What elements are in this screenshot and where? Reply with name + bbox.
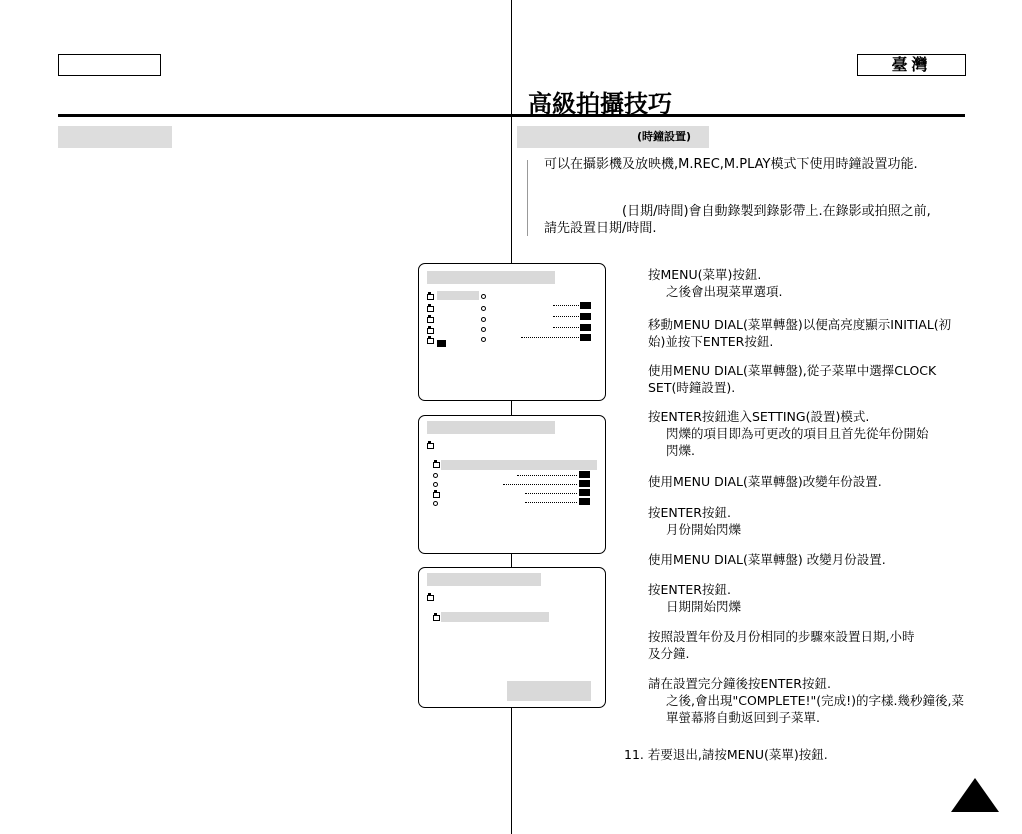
folder-icon bbox=[427, 306, 434, 312]
page-title: 高級拍攝技巧 bbox=[528, 90, 672, 118]
folder-icon bbox=[427, 317, 434, 323]
menu-value-box bbox=[579, 480, 590, 487]
menu-title-bar bbox=[427, 421, 555, 434]
folder-icon bbox=[433, 492, 440, 498]
menu-dotted-leader bbox=[517, 475, 577, 476]
menu-value-box bbox=[579, 471, 590, 478]
step-10: 請在設置完分鐘後按ENTER按鈕. 之後,會出現"COMPLETE!"(完成!)的字樣.幾秒鐘後,菜 單螢幕將自動返回到子菜單. bbox=[648, 676, 964, 725]
intro-line-2: (日期/時間)會自動錄製到錄影帶上.在錄影或拍照之前, bbox=[622, 204, 931, 219]
menu-dot bbox=[481, 294, 486, 299]
menu-dot bbox=[481, 337, 486, 342]
menu-highlight bbox=[441, 612, 549, 622]
complete-message-box bbox=[507, 681, 591, 701]
menu-value-box bbox=[579, 489, 590, 496]
folder-icon bbox=[427, 328, 434, 334]
intro-line-3: 請先設置日期/時間. bbox=[544, 221, 657, 236]
step-3: 使用MENU DIAL(菜單轉盤),從子菜單中選擇CLOCK SET(時鐘設置). bbox=[648, 363, 937, 395]
intro-margin-line bbox=[527, 160, 528, 236]
menu-dot bbox=[481, 317, 486, 322]
folder-icon bbox=[427, 595, 434, 601]
folder-icon bbox=[427, 338, 434, 344]
menu-screen-1 bbox=[418, 263, 606, 401]
step-2: 移動MENU DIAL(菜單轉盤)以便高亮度顯示INITIAL(初 始)並按下ENTER按鈕. bbox=[648, 317, 952, 349]
step-8: 按ENTER按鈕. 日期開始閃爍 bbox=[648, 582, 742, 614]
menu-dotted-leader bbox=[525, 502, 577, 503]
menu-value-box bbox=[580, 302, 591, 309]
menu-screen-3 bbox=[418, 567, 606, 708]
folder-icon bbox=[427, 443, 434, 449]
menu-dot bbox=[433, 482, 438, 487]
up-triangle-icon[interactable] bbox=[951, 778, 999, 812]
header-rule bbox=[58, 114, 965, 117]
section-heading-right-label: (時鐘設置) bbox=[637, 130, 692, 143]
menu-dotted-leader bbox=[525, 493, 577, 494]
menu-value-box bbox=[580, 313, 591, 320]
menu-dotted-leader bbox=[553, 305, 579, 306]
menu-dot bbox=[481, 327, 486, 332]
menu-dotted-leader bbox=[553, 327, 579, 328]
step-7: 使用MENU DIAL(菜單轉盤) 改變月份設置. bbox=[648, 552, 886, 567]
step-6: 按ENTER按鈕. 月份開始閃爍 bbox=[648, 505, 742, 537]
menu-highlight bbox=[437, 291, 479, 300]
menu-value-box bbox=[580, 324, 591, 331]
step-4: 按ENTER按鈕進入SETTING(設置)模式. 閃爍的項目即為可更改的項目且首先從年份開始 閃爍. bbox=[648, 409, 929, 458]
section-heading-left bbox=[58, 126, 172, 148]
step-5: 使用MENU DIAL(菜單轉盤)改變年份設置. bbox=[648, 474, 882, 489]
step-11: 11. 若要退出,請按MENU(菜單)按鈕. bbox=[624, 747, 828, 762]
step-1: 按MENU(菜單)按鈕. 之後會出現菜單選項. bbox=[648, 267, 783, 299]
menu-screen-2 bbox=[418, 415, 606, 554]
intro-line-1: 可以在攝影機及放映機,M.REC,M.PLAY模式下使用時鐘設置功能. bbox=[544, 157, 918, 172]
menu-dot bbox=[433, 501, 438, 506]
menu-dotted-leader bbox=[503, 484, 577, 485]
folder-icon bbox=[427, 294, 434, 300]
menu-title-bar bbox=[427, 271, 555, 284]
menu-value-box bbox=[579, 498, 590, 505]
menu-highlight bbox=[441, 460, 597, 470]
menu-dotted-leader bbox=[521, 337, 579, 338]
language-box-left bbox=[58, 54, 161, 76]
menu-dotted-leader bbox=[553, 316, 579, 317]
menu-dot bbox=[433, 473, 438, 478]
section-heading-right bbox=[517, 126, 709, 148]
menu-dot bbox=[481, 306, 486, 311]
menu-sub-icon bbox=[437, 340, 446, 347]
region-label: 臺灣 bbox=[857, 54, 966, 76]
folder-icon bbox=[433, 615, 440, 621]
step-9: 按照設置年份及月份相同的步驟來設置日期,小時 及分鐘. bbox=[648, 629, 915, 661]
folder-icon bbox=[433, 462, 440, 468]
menu-value-box bbox=[580, 334, 591, 341]
menu-title-bar bbox=[427, 573, 541, 586]
